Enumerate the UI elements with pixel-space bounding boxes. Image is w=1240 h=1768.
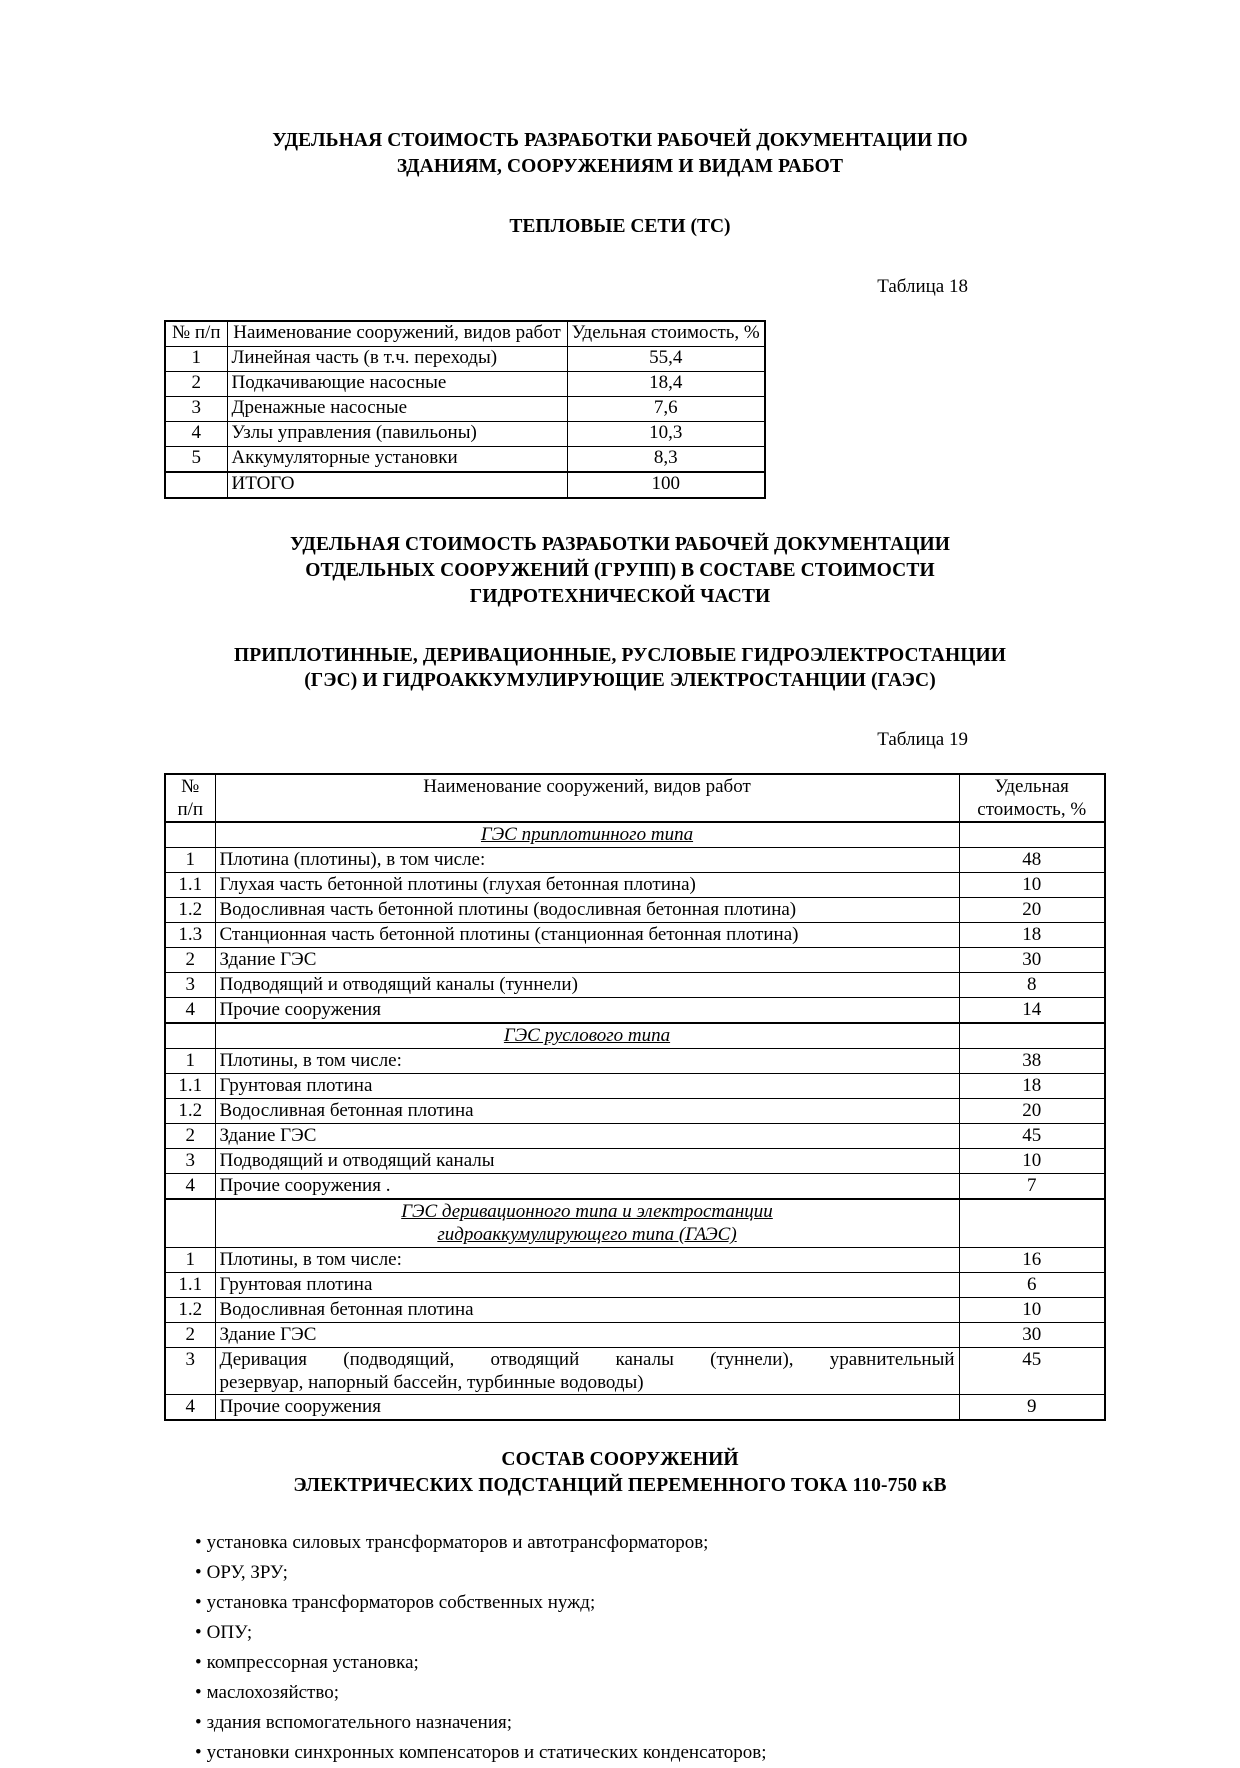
table-row bbox=[165, 1247, 1105, 1272]
table-19-header-num bbox=[165, 774, 215, 822]
bullet-icon: • bbox=[195, 1681, 202, 1703]
row-name: Водосливная часть бетонной плотины (водосливная бетонная плотина) bbox=[215, 898, 959, 923]
section-1-title: ГЭС приплотинного типа bbox=[215, 822, 959, 848]
bullet-icon: • bbox=[195, 1651, 202, 1673]
heading-substation-composition-line-1: СОСТАВ СООРУЖЕНИЙ bbox=[501, 1448, 739, 1470]
table-18-header-name: Наименование сооружений, видов работ bbox=[227, 321, 567, 347]
section-1-num-spacer bbox=[165, 822, 215, 848]
table-19-header-value-line-1: Удельная bbox=[994, 776, 1069, 798]
table-row bbox=[165, 1297, 1105, 1322]
row-number: 1.1 bbox=[165, 1272, 215, 1297]
row-number: 1.3 bbox=[165, 923, 215, 948]
row-value: 20 bbox=[959, 1099, 1105, 1124]
list-item-label: установка трансформаторов собственных нужд; bbox=[206, 1591, 596, 1613]
row-value: 30 bbox=[959, 1322, 1105, 1347]
table-19-section-header bbox=[165, 822, 1105, 848]
heading-hydro-part bbox=[150, 532, 1090, 610]
heading-hpp-types-line-1: ПРИПЛОТИННЫЕ, ДЕРИВАЦИОННЫЕ, РУСЛОВЫЕ ГИДРОЭЛЕКТРОСТАНЦИИ bbox=[233, 644, 1007, 666]
list-item bbox=[195, 1708, 1090, 1738]
section-3-title-line-2: гидроаккумулирующего типа (ГАЭС) bbox=[437, 1224, 737, 1246]
row-number: 3 bbox=[165, 973, 215, 998]
row-number: 1 bbox=[165, 1247, 215, 1272]
list-item bbox=[195, 1648, 1090, 1678]
row-name: Подводящий и отводящий каналы bbox=[215, 1149, 959, 1174]
table-row bbox=[165, 1049, 1105, 1074]
section-heading-heat-networks-label: ТЕПЛОВЫЕ СЕТИ (ТС) bbox=[509, 215, 731, 237]
heading-hydro-part-line-3: ГИДРОТЕХНИЧЕСКОЙ ЧАСТИ bbox=[469, 585, 771, 607]
table-row bbox=[165, 346, 765, 371]
list-item-label: здания вспомогательного назначения; bbox=[206, 1711, 513, 1733]
table-19-header-value-line-2: стоимость, % bbox=[977, 798, 1087, 820]
row-name: Подводящий и отводящий каналы (туннели) bbox=[215, 973, 959, 998]
row-name: Дренажные насосные bbox=[227, 396, 567, 421]
page-title-line-1: УДЕЛЬНАЯ СТОИМОСТЬ РАЗРАБОТКИ РАБОЧЕЙ ДОКУМЕНТАЦИИ ПО bbox=[272, 130, 968, 151]
table-19-header-name: Наименование сооружений, видов работ bbox=[215, 774, 959, 822]
bullet-icon: • bbox=[195, 1621, 202, 1643]
row-number: 3 bbox=[165, 1347, 215, 1394]
table-18-header-row bbox=[165, 321, 765, 347]
row-name-line-2: резервуар, напорный бассейн, турбинные водоводы) bbox=[219, 1371, 644, 1393]
row-value: 20 bbox=[959, 898, 1105, 923]
row-name-line-1: Деривация (подводящий, отводящий каналы (туннели), уравнительный bbox=[219, 1348, 955, 1370]
list-item-label: ОРУ, ЗРУ; bbox=[206, 1561, 288, 1583]
row-value: 8,3 bbox=[567, 446, 765, 472]
list-item bbox=[195, 1588, 1090, 1618]
total-number bbox=[165, 472, 227, 498]
row-number: 1.2 bbox=[165, 1297, 215, 1322]
section-1-value-spacer bbox=[959, 822, 1105, 848]
list-item-label: компрессорная установка; bbox=[206, 1651, 419, 1673]
row-name: Прочие сооружения bbox=[215, 998, 959, 1024]
list-item bbox=[195, 1528, 1090, 1558]
row-number: 2 bbox=[165, 1322, 215, 1347]
row-name: Прочие сооружения bbox=[215, 1394, 959, 1420]
total-value: 100 bbox=[567, 472, 765, 498]
row-value: 18 bbox=[959, 923, 1105, 948]
row-name: Плотина (плотины), в том числе: bbox=[215, 848, 959, 873]
section-3-num-spacer bbox=[165, 1199, 215, 1247]
row-name: Здание ГЭС bbox=[215, 1322, 959, 1347]
heading-substation-composition-line-2: ЭЛЕКТРИЧЕСКИХ ПОДСТАНЦИЙ ПЕРЕМЕННОГО ТОКА 110-750 кВ bbox=[293, 1474, 947, 1496]
bullet-icon: • bbox=[195, 1711, 202, 1733]
table-18-caption: Таблица 18 bbox=[877, 275, 968, 297]
row-number: 1 bbox=[165, 848, 215, 873]
heading-hydro-part-line-1: УДЕЛЬНАЯ СТОИМОСТЬ РАЗРАБОТКИ РАБОЧЕЙ ДОКУМЕНТАЦИИ bbox=[289, 533, 951, 555]
table-row bbox=[165, 1394, 1105, 1420]
row-name: Аккумуляторные установки bbox=[227, 446, 567, 472]
list-item-label: установка силовых трансформаторов и автотрансформаторов; bbox=[206, 1531, 709, 1553]
section-3-title bbox=[215, 1199, 959, 1247]
row-name: Подкачивающие насосные bbox=[227, 371, 567, 396]
list-item bbox=[195, 1738, 1090, 1768]
table-19-section-header bbox=[165, 1199, 1105, 1247]
table-row bbox=[165, 1347, 1105, 1394]
heading-hydro-part-line-2: ОТДЕЛЬНЫХ СООРУЖЕНИЙ (ГРУПП) В СОСТАВЕ СТОИМОСТИ bbox=[305, 559, 935, 581]
row-value: 10 bbox=[959, 873, 1105, 898]
table-row bbox=[165, 948, 1105, 973]
bullet-icon: • bbox=[195, 1531, 202, 1553]
row-value: 10,3 bbox=[567, 421, 765, 446]
list-item-label: маслохозяйство; bbox=[206, 1681, 339, 1703]
table-19-header-num-line-1: № bbox=[181, 776, 200, 798]
row-name: Плотины, в том числе: bbox=[215, 1247, 959, 1272]
row-name: Прочие сооружения . bbox=[215, 1174, 959, 1200]
row-name: Плотины, в том числе: bbox=[215, 1049, 959, 1074]
table-row bbox=[165, 1322, 1105, 1347]
row-value: 8 bbox=[959, 973, 1105, 998]
heading-hpp-types-line-2: (ГЭС) И ГИДРОАККУМУЛИРУЮЩИЕ ЭЛЕКТРОСТАНЦИИ (ГАЭС) bbox=[304, 670, 936, 692]
section-heading-heat-networks bbox=[150, 214, 1090, 240]
row-value: 38 bbox=[959, 1049, 1105, 1074]
row-name: Узлы управления (павильоны) bbox=[227, 421, 567, 446]
row-number: 4 bbox=[165, 1394, 215, 1420]
section-3-title-line-1: ГЭС деривационного типа и электростанции bbox=[401, 1201, 773, 1223]
table-row bbox=[165, 396, 765, 421]
row-value: 6 bbox=[959, 1272, 1105, 1297]
row-name: Грунтовая плотина bbox=[215, 1074, 959, 1099]
substation-components-list bbox=[150, 1528, 1090, 1768]
row-name: Водосливная бетонная плотина bbox=[215, 1099, 959, 1124]
row-number: 1 bbox=[165, 346, 227, 371]
row-name: Станционная часть бетонной плотины (станционная бетонная плотина) bbox=[215, 923, 959, 948]
heading-substation-composition bbox=[150, 1447, 1090, 1499]
row-number: 1 bbox=[165, 1049, 215, 1074]
total-label: ИТОГО bbox=[227, 472, 567, 498]
row-value: 10 bbox=[959, 1149, 1105, 1174]
section-2-value-spacer bbox=[959, 1023, 1105, 1049]
row-number: 1.2 bbox=[165, 898, 215, 923]
row-number: 4 bbox=[165, 1174, 215, 1200]
row-name: Водосливная бетонная плотина bbox=[215, 1297, 959, 1322]
row-value: 16 bbox=[959, 1247, 1105, 1272]
table-row bbox=[165, 898, 1105, 923]
list-item-label: ОПУ; bbox=[206, 1621, 253, 1643]
bullet-icon: • bbox=[195, 1561, 202, 1583]
row-value: 45 bbox=[959, 1124, 1105, 1149]
row-number: 1.2 bbox=[165, 1099, 215, 1124]
table-row bbox=[165, 848, 1105, 873]
table-row bbox=[165, 1149, 1105, 1174]
row-number: 5 bbox=[165, 446, 227, 472]
row-number: 1.1 bbox=[165, 873, 215, 898]
list-item bbox=[195, 1618, 1090, 1648]
row-number: 1.1 bbox=[165, 1074, 215, 1099]
table-row bbox=[165, 1272, 1105, 1297]
bullet-icon: • bbox=[195, 1591, 202, 1613]
row-value: 55,4 bbox=[567, 346, 765, 371]
row-value: 48 bbox=[959, 848, 1105, 873]
table-18-header-num: № п/п bbox=[165, 321, 227, 347]
list-item bbox=[195, 1558, 1090, 1588]
table-19-header-num-line-2: п/п bbox=[177, 798, 204, 820]
list-item-label: установки синхронных компенсаторов и статических конденсаторов; bbox=[206, 1741, 767, 1763]
table-19 bbox=[164, 773, 1106, 1421]
row-value: 9 bbox=[959, 1394, 1105, 1420]
table-row bbox=[165, 421, 765, 446]
row-number: 3 bbox=[165, 1149, 215, 1174]
row-name: Здание ГЭС bbox=[215, 948, 959, 973]
row-value: 18 bbox=[959, 1074, 1105, 1099]
table-row bbox=[165, 1074, 1105, 1099]
row-value: 10 bbox=[959, 1297, 1105, 1322]
table-18 bbox=[164, 320, 766, 499]
row-name: Линейная часть (в т.ч. переходы) bbox=[227, 346, 567, 371]
section-2-num-spacer bbox=[165, 1023, 215, 1049]
page-title bbox=[150, 128, 1090, 180]
table-row bbox=[165, 873, 1105, 898]
row-name bbox=[215, 1347, 959, 1394]
table-18-header-value: Удельная стоимость, % bbox=[567, 321, 765, 347]
row-value: 18,4 bbox=[567, 371, 765, 396]
page-title-line-2: ЗДАНИЯМ, СООРУЖЕНИЯМ И ВИДАМ РАБОТ bbox=[396, 155, 844, 177]
row-value: 30 bbox=[959, 948, 1105, 973]
table-row bbox=[165, 1174, 1105, 1200]
section-2-title: ГЭС руслового типа bbox=[215, 1023, 959, 1049]
row-value: 14 bbox=[959, 998, 1105, 1024]
row-value: 7,6 bbox=[567, 396, 765, 421]
table-19-section-header bbox=[165, 1023, 1105, 1049]
table-19-header-value bbox=[959, 774, 1105, 822]
row-name: Грунтовая плотина bbox=[215, 1272, 959, 1297]
table-row bbox=[165, 1099, 1105, 1124]
table-19-caption: Таблица 19 bbox=[877, 729, 968, 751]
table-row bbox=[165, 1124, 1105, 1149]
row-number: 2 bbox=[165, 371, 227, 396]
table-row bbox=[165, 998, 1105, 1024]
bullet-icon: • bbox=[195, 1741, 202, 1763]
table-row bbox=[165, 446, 765, 472]
table-19-header-row bbox=[165, 774, 1105, 822]
table-18-total-row bbox=[165, 472, 765, 498]
list-item bbox=[195, 1678, 1090, 1708]
table-row bbox=[165, 923, 1105, 948]
row-name: Здание ГЭС bbox=[215, 1124, 959, 1149]
table-row bbox=[165, 371, 765, 396]
row-number: 4 bbox=[165, 998, 215, 1024]
row-number: 2 bbox=[165, 948, 215, 973]
row-number: 3 bbox=[165, 396, 227, 421]
row-value: 7 bbox=[959, 1174, 1105, 1200]
row-number: 4 bbox=[165, 421, 227, 446]
row-number: 2 bbox=[165, 1124, 215, 1149]
section-3-value-spacer bbox=[959, 1199, 1105, 1247]
row-name: Глухая часть бетонной плотины (глухая бетонная плотина) bbox=[215, 873, 959, 898]
row-value: 45 bbox=[959, 1347, 1105, 1394]
heading-hpp-types bbox=[150, 643, 1090, 695]
table-row bbox=[165, 973, 1105, 998]
